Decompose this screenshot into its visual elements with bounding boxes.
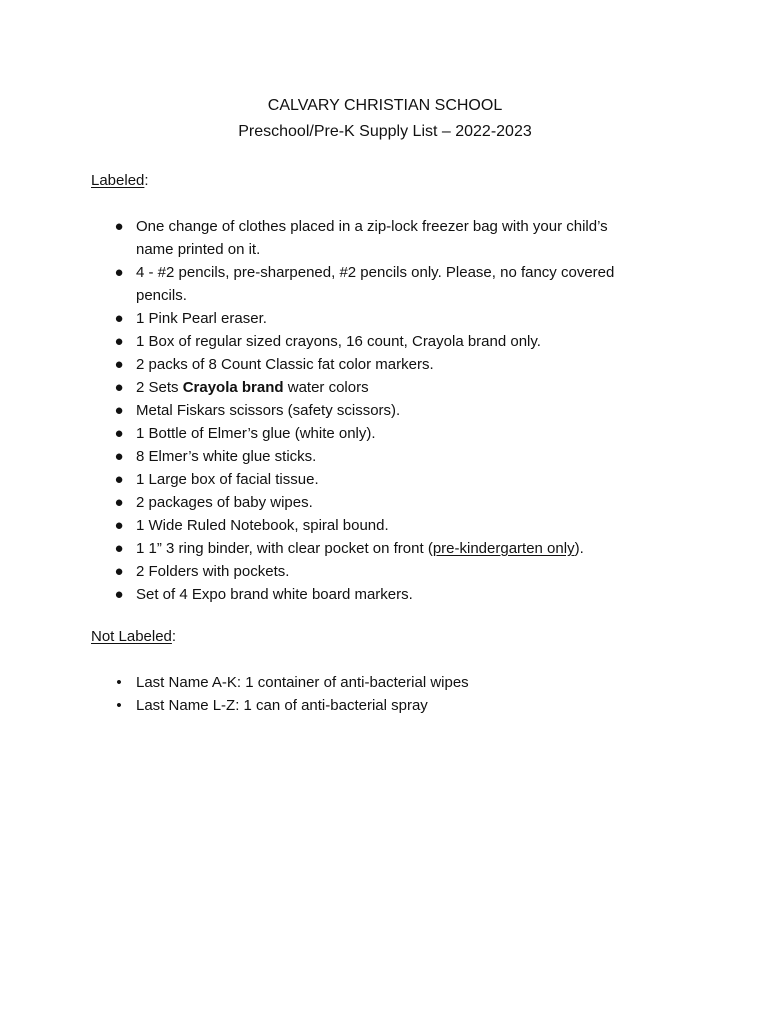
list-item: [0, 537, 770, 560]
bullet-icon: ●: [114, 448, 124, 465]
labeled-heading-colon: :: [144, 172, 149, 189]
list-item-text-continued: name printed on it.: [136, 241, 261, 258]
list-item: [0, 491, 770, 514]
list-item: [0, 671, 770, 694]
supply-list-title: Preschool/Pre-K Supply List – 2022-2023: [238, 123, 532, 140]
school-name: CALVARY CHRISTIAN SCHOOL: [267, 97, 503, 114]
list-item-text: Last Name A-K: 1 container of anti-bacterial wipes: [136, 674, 469, 691]
list-item-text-underlined: pre-kindergarten only: [432, 540, 575, 557]
list-item: [0, 560, 770, 583]
bullet-icon: ●: [114, 494, 124, 511]
bullet-icon: ●: [114, 379, 124, 396]
list-item: [0, 583, 770, 606]
list-item: [0, 261, 770, 307]
bullet-icon: ●: [114, 333, 124, 350]
list-item-text: 2 packs of 8 Count Classic fat color markers.: [136, 356, 434, 373]
list-item-text: 1 Box of regular sized crayons, 16 count, Crayola brand only.: [136, 333, 541, 350]
list-item: [0, 468, 770, 491]
bullet-icon: •: [116, 697, 122, 714]
bullet-icon: ●: [114, 563, 124, 580]
list-item: [0, 445, 770, 468]
list-item-text-prefix: 2 Sets: [136, 379, 183, 396]
list-item: [0, 399, 770, 422]
list-item-text-bold: Crayola brand: [182, 379, 284, 396]
list-item-text: 2 Folders with pockets.: [136, 563, 290, 580]
not-labeled-heading: [91, 626, 176, 648]
not-labeled-heading-text: Not Labeled: [91, 628, 172, 645]
list-item: [0, 422, 770, 445]
bullet-icon: ●: [114, 425, 124, 442]
list-item: [0, 215, 770, 261]
labeled-supply-list: [0, 215, 770, 606]
list-item: [0, 376, 770, 399]
bullet-icon: ●: [114, 517, 124, 534]
bullet-icon: ●: [114, 264, 124, 281]
list-item-text-suffix: water colors: [283, 379, 369, 396]
list-item-text: 1 Pink Pearl eraser.: [136, 310, 267, 327]
list-item-text: 1 Large box of facial tissue.: [136, 471, 319, 488]
list-item-text: 1 Wide Ruled Notebook, spiral bound.: [136, 517, 389, 534]
not-labeled-supply-list: [0, 671, 770, 717]
list-item-text: 4 - #2 pencils, pre-sharpened, #2 pencils only. Please, no fancy covered: [136, 264, 615, 281]
list-item-text: Metal Fiskars scissors (safety scissors).: [136, 402, 401, 419]
list-item: [0, 694, 770, 717]
list-item-text: 1 Bottle of Elmer’s glue (white only).: [136, 425, 376, 442]
list-item: [0, 353, 770, 376]
bullet-icon: ●: [114, 402, 124, 419]
list-item-text: Set of 4 Expo brand white board markers.: [136, 586, 413, 603]
bullet-icon: •: [116, 674, 122, 691]
bullet-icon: ●: [114, 540, 124, 557]
bullet-icon: ●: [114, 310, 124, 327]
list-item-text: 8 Elmer’s white glue sticks.: [136, 448, 317, 465]
list-item: [0, 307, 770, 330]
labeled-heading-text: Labeled: [91, 172, 145, 189]
labeled-heading: [91, 170, 149, 192]
list-item-text-prefix: 1 1” 3 ring binder, with clear pocket on front (: [136, 540, 433, 557]
list-item-text-suffix: ).: [574, 540, 584, 557]
list-item-text: One change of clothes placed in a zip-lock freezer bag with your child’s: [136, 218, 608, 235]
list-item-text: 2 packages of baby wipes.: [136, 494, 313, 511]
bullet-icon: ●: [114, 471, 124, 488]
bullet-icon: ●: [114, 356, 124, 373]
bullet-icon: ●: [114, 218, 124, 235]
bullet-icon: ●: [114, 586, 124, 603]
list-item-text-continued: pencils.: [136, 287, 187, 304]
list-item: [0, 330, 770, 353]
list-item: [0, 514, 770, 537]
not-labeled-heading-colon: :: [171, 628, 177, 645]
list-item-text: Last Name L-Z: 1 can of anti-bacterial spray: [136, 697, 428, 714]
